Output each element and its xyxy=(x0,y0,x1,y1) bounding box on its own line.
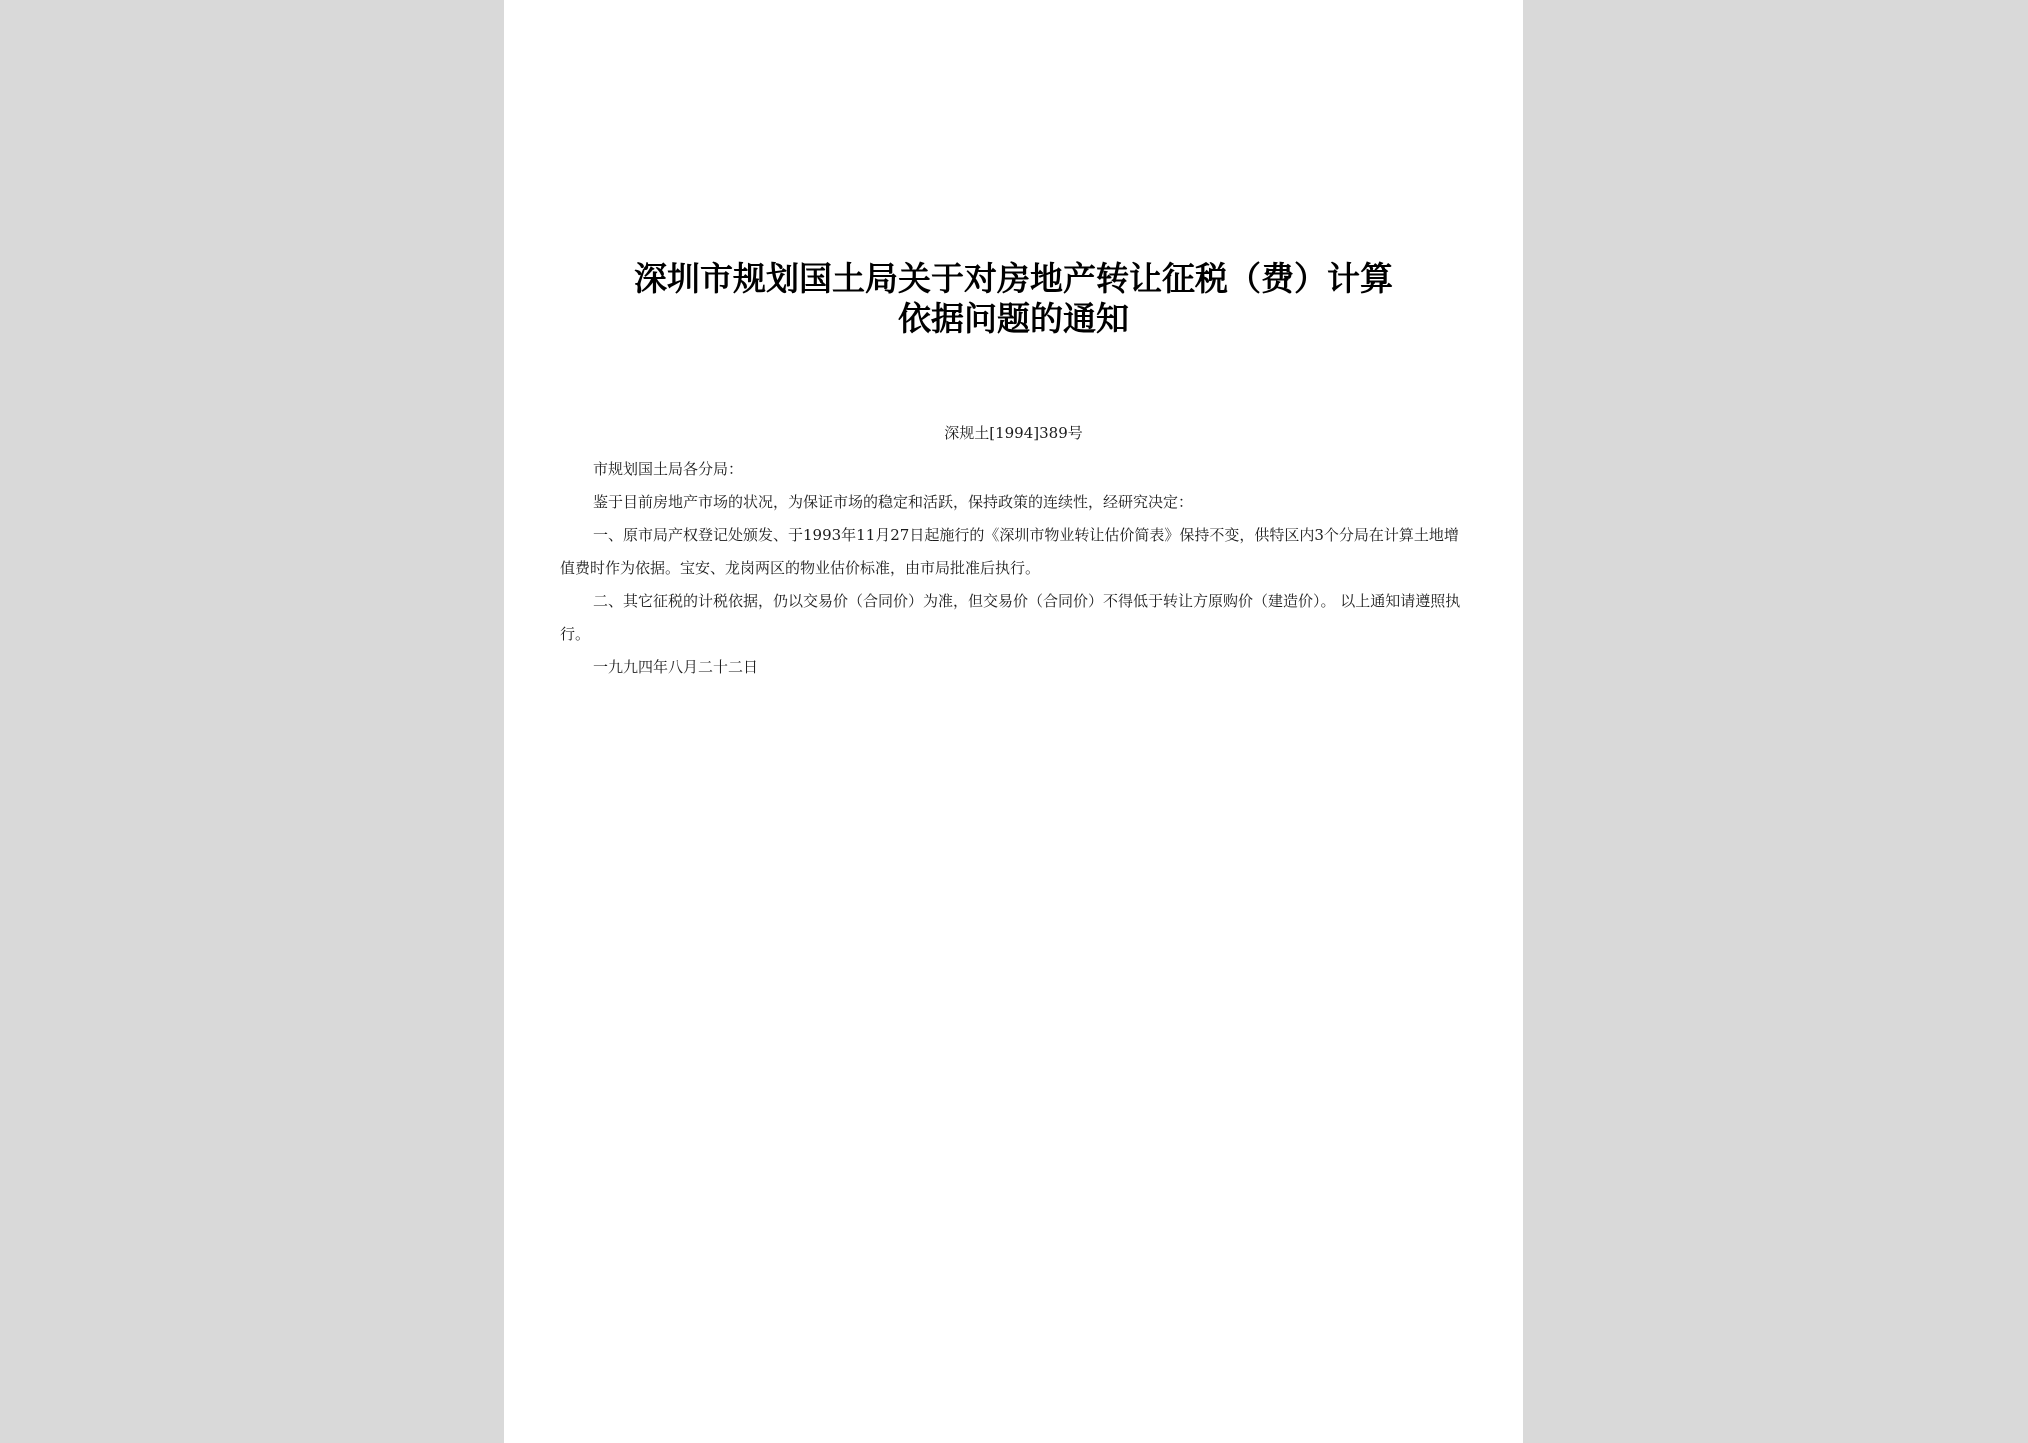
salutation: 市规划国土局各分局： xyxy=(593,460,744,478)
document-body xyxy=(560,453,1470,684)
document-date: 一九九四年八月二十二日 xyxy=(593,658,759,676)
document-title-line-2: 依据问题的通知 xyxy=(898,299,1129,338)
document-number: 深规土[1994]389号 xyxy=(944,424,1083,442)
paragraph-item-1: 一、原市局产权登记处颁发、于1993年11月27日起施行的《深圳市物业转让估价简表》保持不变，供特区内3个分局在计算土地增值费时作为依据。宝安、龙岗两区的物业估价标准，由市局批准后执行。 xyxy=(560,526,1459,577)
paragraph-intro: 鉴于目前房地产市场的状况，为保证市场的稳定和活跃，保持政策的连续性，经研究决定： xyxy=(593,493,1194,511)
paragraph-item-2: 二、其它征税的计税依据，仍以交易价（合同价）为准，但交易价（合同价）不得低于转让方原购价（建造价）。 以上通知请遵照执行。 xyxy=(560,592,1461,643)
document-title-line-1: 深圳市规划国土局关于对房地产转让征税（费）计算 xyxy=(634,259,1393,298)
document-title xyxy=(504,259,1523,339)
document-page xyxy=(504,0,1523,1443)
